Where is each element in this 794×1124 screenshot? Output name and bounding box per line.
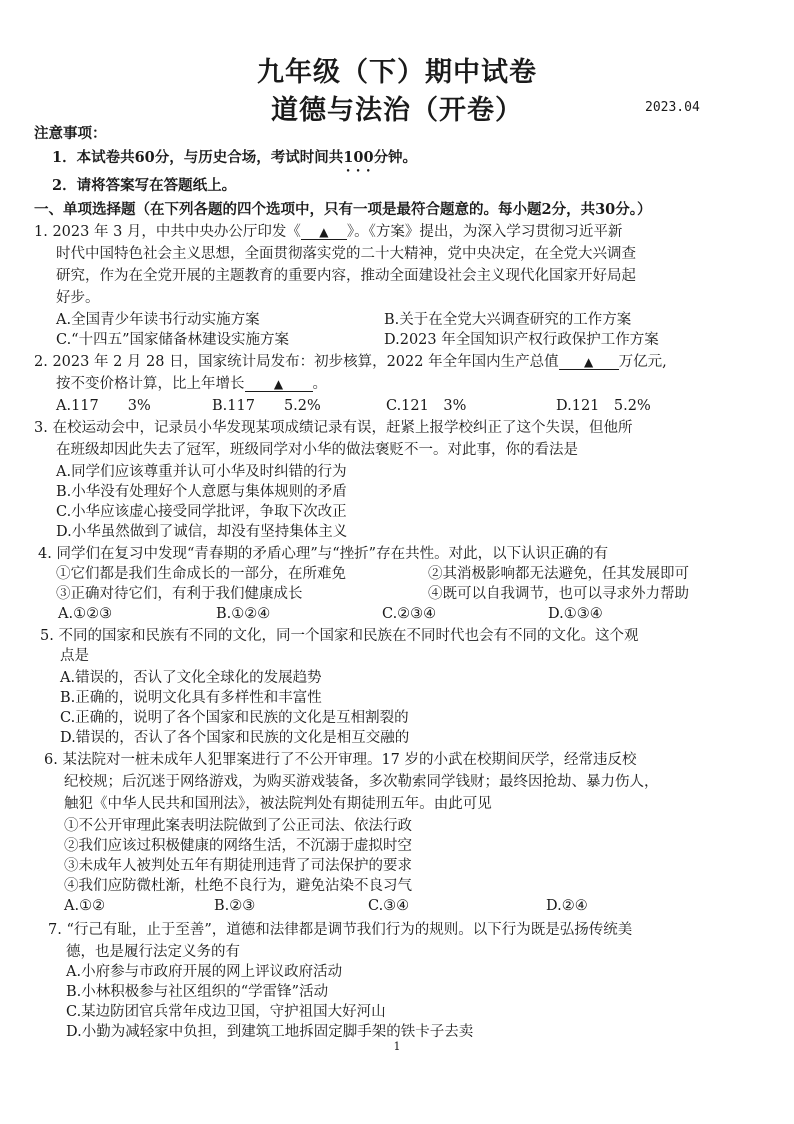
q1-option-a: A.全国青少年读书行动实施方案	[56, 312, 260, 328]
q4-option-b: B.①②④	[216, 606, 271, 622]
q1-stem-line-3: 研究，作为在全党开展的主题教育的重要内容，推动全面建设社会主义现代化国家开好局起	[56, 268, 636, 284]
q3-option-b: B.小华没有处理好个人意愿与集体规则的矛盾	[56, 484, 347, 500]
q3-option-c: C.小华应该虚心接受同学批评，争取下次改正	[56, 504, 347, 520]
q2-option-a: A.117 3%	[56, 398, 151, 414]
q1-stem-line-1: 1. 2023 年 3 月，中共中央办公厅印发《 ▲ 》。《方案》提出，为深入学习贯彻习近平新	[34, 224, 623, 240]
q4-statement-4: ④既可以自我调节，也可以寻求外力帮助	[428, 586, 689, 602]
q5-option-d: D.错误的，否认了各个国家和民族的文化是相互交融的	[60, 730, 410, 746]
q4-stem-line-1: 4. 同学们在复习中发现“青春期的矛盾心理”与“挫折”存在共性。对此，以下认识正确的有	[38, 546, 609, 562]
q3-option-d: D.小华虽然做到了诚信，却没有坚持集体主义	[56, 524, 348, 540]
q5-option-a: A.错误的，否认了文化全球化的发展趋势	[60, 670, 322, 686]
q6-statement-2: ②我们应该过积极健康的网络生活，不沉溺于虚拟时空	[64, 838, 412, 854]
q1-option-b: B.关于在全党大兴调查研究的工作方案	[384, 312, 632, 328]
q2-option-c: C.121 3%	[386, 398, 467, 414]
q7-option-c: C.某边防团官兵常年戍边卫国，守护祖国大好河山	[66, 1004, 386, 1020]
q6-option-c: C.③④	[368, 898, 410, 914]
q6-stem-line-1: 6. 某法院对一桩未成年人犯罪案进行了不公开审理。17 岁的小武在校期间厌学，经常违反校	[44, 752, 637, 768]
q3-stem-line-1: 3. 在校运动会中，记录员小华发现某项成绩记录有误，赶紧上报学校纠正了这个失误，但他所	[34, 420, 633, 436]
q6-statement-1: ①不公开审理此案表明法院做到了公正司法、依法行政	[64, 818, 412, 834]
q1-option-c: C.“十四五”国家储备林建设实施方案	[56, 332, 290, 348]
page-number: 1	[393, 1040, 401, 1053]
q4-option-a: A.①②③	[58, 606, 113, 622]
q4-statement-2: ②其消极影响都无法避免，任其发展即可	[428, 566, 689, 582]
q6-stem-line-2: 纪校规；后沉迷于网络游戏，为购买游戏装备，多次勒索同学钱财；最终因抢劫、暴力伤人，	[64, 774, 659, 790]
q3-option-a: A.同学们应该尊重并认可小华及时纠错的行为	[56, 464, 347, 480]
q4-option-c: C.②③④	[382, 606, 437, 622]
q1-blank: ▲	[301, 222, 347, 240]
q6-stem-line-3: 触犯《中华人民共和国刑法》，被法院判处有期徒刑五年。由此可见	[64, 796, 492, 812]
q5-option-c: C.正确的，说明了各个国家和民族的文化是互相割裂的	[60, 710, 409, 726]
q6-option-a: A.①②	[64, 898, 106, 914]
q4-statement-1: ①它们都是我们生命成长的一部分，在所难免	[56, 566, 346, 582]
q2-blank-1: ▲	[559, 352, 619, 370]
q2-option-d: D.121 5.2%	[556, 398, 651, 414]
q2-stem-line-2: 按不变价格计算，比上年增长 ▲ 。	[56, 376, 327, 392]
q1-stem-line-2: 时代中国特色社会主义思想，全面贯彻落实党的二十大精神，党中央决定，在全党大兴调查	[56, 246, 636, 262]
q1-stem-line-4: 好步。	[56, 290, 100, 306]
q6-statement-4: ④我们应防微杜渐，杜绝不良行为，避免沾染不良习气	[64, 878, 412, 894]
q7-option-d: D.小勤为减轻家中负担，到建筑工地拆固定脚手架的铁卡子去卖	[66, 1024, 474, 1040]
q4-option-d: D.①③④	[548, 606, 603, 622]
q2-stem-line-1: 2. 2023 年 2 月 28 日，国家统计局发布：初步核算，2022 年全年国内生产总值 ▲ 万亿元,	[34, 354, 667, 370]
q7-option-a: A.小府参与市政府开展的网上评议政府活动	[66, 964, 343, 980]
exam-title: 九年级（下）期中试卷	[257, 57, 537, 88]
q2-blank-2: ▲	[245, 374, 313, 392]
q5-stem-line-1: 5. 不同的国家和民族有不同的文化，同一个国家和民族在不同时代也会有不同的文化。这个观	[40, 628, 639, 644]
note-2: 2．请将答案写在答题纸上。	[52, 177, 237, 194]
q4-statement-3: ③正确对待它们，有利于我们健康成长	[56, 586, 303, 602]
q6-option-d: D.②④	[546, 898, 588, 914]
exam-date: 2023.04	[645, 100, 700, 115]
section-1-heading: 一、单项选择题（在下列各题的四个选项中，只有一项是最符合题意的。每小题2分，共30分。）	[34, 201, 652, 218]
q7-option-b: B.小林积极参与社区组织的“学雷锋”活动	[66, 984, 329, 1000]
q3-stem-line-2: 在班级却因此失去了冠军，班级同学对小华的做法褒贬不一。对此事，你的看法是	[56, 442, 578, 458]
q2-option-b: B.117 5.2%	[212, 398, 321, 414]
note-1: 1．本试卷共60分，与历史合场，考试时间共100分钟。	[52, 149, 418, 166]
q7-stem-line-2: 德，也是履行法定义务的有	[66, 944, 240, 960]
notes-heading: 注意事项：	[34, 125, 107, 142]
q1-option-d: D.2023 年全国知识产权行政保护工作方案	[384, 332, 659, 348]
q7-stem-line-1: 7. “行己有耻，止于至善”，道德和法律都是调节我们行为的规则。以下行为既是弘扬传统美	[48, 922, 633, 938]
exam-subtitle: 道德与法治（开卷）	[271, 95, 523, 126]
note-1-emphasis: 100	[343, 149, 374, 166]
q6-option-b: B.②③	[214, 898, 256, 914]
q5-stem-line-2: 点是	[60, 648, 89, 664]
q6-statement-3: ③未成年人被判处五年有期徒刑违背了司法保护的要求	[64, 858, 412, 874]
q5-option-b: B.正确的，说明文化具有多样性和丰富性	[60, 690, 322, 706]
